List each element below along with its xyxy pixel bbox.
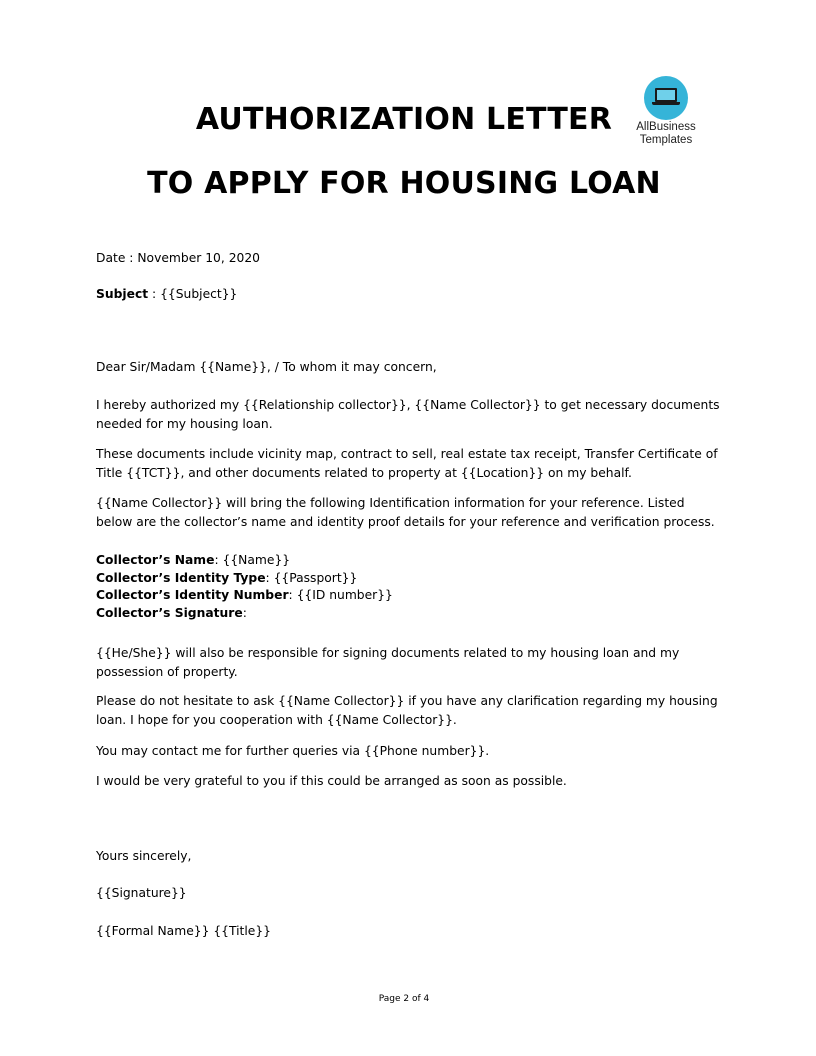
allbusiness-templates-logo bbox=[630, 76, 702, 147]
subject-label: Subject bbox=[96, 287, 149, 301]
collector-signature-value: : bbox=[242, 605, 247, 620]
paragraph-contact: You may contact me for further queries via {{Phone number}}. bbox=[96, 744, 490, 758]
laptop-icon bbox=[644, 76, 688, 120]
collector-name-label: Collector’s Name bbox=[96, 553, 215, 567]
formal-name-placeholder: {{Formal Name}} {{Title}} bbox=[96, 924, 271, 938]
subject-line bbox=[96, 285, 724, 304]
paragraph-responsibility: {{He/She}} will also be responsible for signing documents related to my housing loan and my possession of property. bbox=[96, 646, 680, 679]
collector-type-value: : {{Passport}} bbox=[265, 570, 358, 585]
salutation: Dear Sir/Madam {{Name}}, / To whom it may concern, bbox=[96, 360, 437, 374]
paragraph-authorization: I hereby authorized my {{Relationship collector}}, {{Name Collector}} to get necessary documents needed for my housing loan. bbox=[96, 398, 720, 431]
paragraph-identification: {{Name Collector}} will bring the following Identification information for your reference. Listed below are the collector’s name and identity proof details for your reference and verification process. bbox=[96, 496, 715, 529]
collector-type-label: Collector’s Identity Type bbox=[96, 570, 266, 585]
collector-name-row bbox=[96, 552, 724, 570]
signature-placeholder: {{Signature}} bbox=[96, 886, 187, 900]
collector-number-value: : {{ID number}} bbox=[288, 588, 393, 602]
paragraph-documents: These documents include vicinity map, contract to sell, real estate tax receipt, Transfer Certificate of Title {{TCT}}, and other documents related to property at {{Location}} on my behalf. bbox=[96, 447, 718, 480]
closing: Yours sincerely, bbox=[96, 849, 192, 863]
collector-number-row bbox=[96, 587, 724, 605]
logo-line-1: AllBusiness bbox=[636, 121, 696, 133]
collector-signature-row bbox=[96, 605, 724, 623]
collector-name-value: : {{Name}} bbox=[214, 553, 291, 567]
logo-text bbox=[630, 121, 702, 147]
collector-signature-label: Collector’s Signature bbox=[96, 605, 243, 620]
logo-line-2: Templates bbox=[639, 134, 693, 146]
title-line-1: AUTHORIZATION LETTER bbox=[195, 102, 613, 137]
collector-type-row bbox=[96, 570, 724, 588]
title-line-2: TO APPLY FOR HOUSING LOAN bbox=[147, 166, 661, 201]
collector-number-label: Collector’s Identity Number bbox=[96, 588, 289, 602]
date-line: Date : November 10, 2020 bbox=[96, 251, 260, 265]
page-number-footer: Page 2 of 4 bbox=[378, 994, 430, 1004]
paragraph-gratitude: I would be very grateful to you if this could be arranged as soon as possible. bbox=[96, 774, 567, 788]
collector-details bbox=[96, 552, 724, 622]
subject-value: : {{Subject}} bbox=[148, 287, 238, 301]
paragraph-clarification: Please do not hesitate to ask {{Name Collector}} if you have any clarification regarding my housing loan. I hope for you cooperation with {{Name Collector}}. bbox=[96, 694, 718, 727]
